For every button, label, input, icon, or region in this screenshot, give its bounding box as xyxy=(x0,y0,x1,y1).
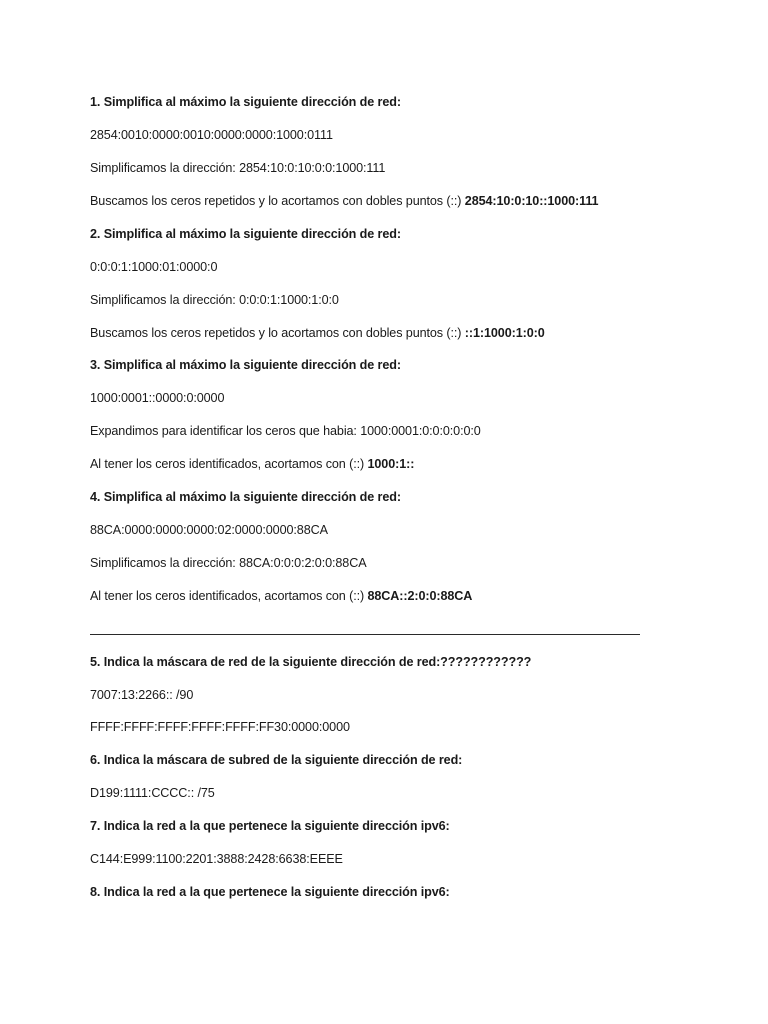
question-1-heading: 1. Simplifica al máximo la siguiente dirección de red: xyxy=(90,95,401,109)
question-2-address: 0:0:0:1:1000:01:0000:0 xyxy=(90,260,218,274)
question-2-step-2 xyxy=(90,325,545,341)
question-3-step-1: Expandimos para identificar los ceros que habia: 1000:0001:0:0:0:0:0:0 xyxy=(90,424,481,438)
question-5-answer: FFFF:FFFF:FFFF:FFFF:FFFF:FF30:0000:0000 xyxy=(90,720,350,734)
question-5-heading: 5. Indica la máscara de red de la siguiente dirección de red:???????????? xyxy=(90,655,532,669)
question-7-heading: 7. Indica la red a la que pertenece la siguiente dirección ipv6: xyxy=(90,819,450,833)
question-3-address: 1000:0001::0000:0:0000 xyxy=(90,391,225,405)
question-4-step-2-text: Al tener los ceros identificados, acortamos con (::) xyxy=(90,589,368,603)
question-3-step-2 xyxy=(90,456,414,472)
question-4-step-1: Simplificamos la dirección: 88CA:0:0:0:2:0:0:88CA xyxy=(90,556,367,570)
question-2-step-2-text: Buscamos los ceros repetidos y lo acortamos con dobles puntos (::) xyxy=(90,326,465,340)
question-4-step-2 xyxy=(90,588,472,604)
question-3-step-2-text: Al tener los ceros identificados, acortamos con (::) xyxy=(90,457,368,471)
question-7-address: C144:E999:1100:2201:3888:2428:6638:EEEE xyxy=(90,852,343,866)
question-2-answer: ::1:1000:1:0:0 xyxy=(464,326,545,340)
question-1-address: 2854:0010:0000:0010:0000:0000:1000:0111 xyxy=(90,128,333,142)
question-8-heading: 8. Indica la red a la que pertenece la siguiente dirección ipv6: xyxy=(90,885,450,899)
question-2-step-1: Simplificamos la dirección: 0:0:0:1:1000:1:0:0 xyxy=(90,293,339,307)
question-1-step-2-text: Buscamos los ceros repetidos y lo acortamos con dobles puntos (::) xyxy=(90,194,465,208)
question-4-address: 88CA:0000:0000:0000:02:0000:0000:88CA xyxy=(90,523,328,537)
question-5-address: 7007:13:2266:: /90 xyxy=(90,688,194,702)
question-6-heading: 6. Indica la máscara de subred de la siguiente dirección de red: xyxy=(90,753,463,767)
question-4-heading: 4. Simplifica al máximo la siguiente dirección de red: xyxy=(90,490,401,504)
horizontal-divider xyxy=(90,634,640,635)
question-1-answer: 2854:10:0:10::1000:111 xyxy=(464,194,599,208)
question-1-step-1: Simplificamos la dirección: 2854:10:0:10:0:0:1000:111 xyxy=(90,161,386,175)
question-6-address: D199:1111:CCCC:: /75 xyxy=(90,786,215,800)
question-2-heading: 2. Simplifica al máximo la siguiente dirección de red: xyxy=(90,227,401,241)
question-3-heading: 3. Simplifica al máximo la siguiente dirección de red: xyxy=(90,358,401,372)
question-4-answer: 88CA::2:0:0:88CA xyxy=(367,589,473,603)
question-1-step-2 xyxy=(90,193,598,209)
question-3-answer: 1000:1:: xyxy=(367,457,415,471)
